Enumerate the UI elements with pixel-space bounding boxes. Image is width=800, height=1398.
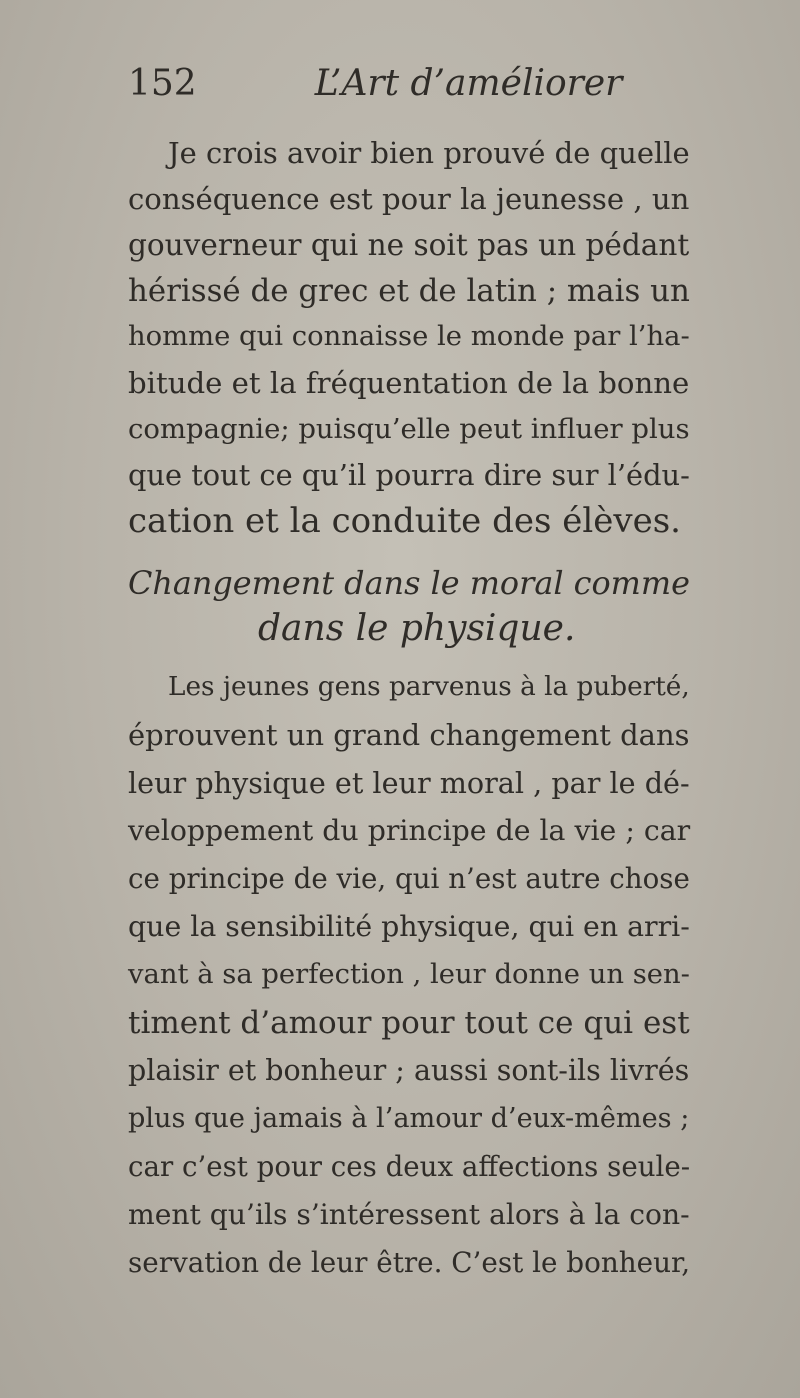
page-header <box>128 62 622 106</box>
text-line: Les jeunes gens parvenus à la puberté, <box>168 672 690 702</box>
section-heading-line-2: dans le physique. <box>258 608 576 649</box>
text-line: timent d’amour pour tout ce qui est <box>128 1005 690 1041</box>
text-line: que la sensibilité physique, qui en arri- <box>128 910 690 943</box>
section-heading-line-1: Changement dans le moral comme <box>128 564 690 602</box>
text-line: plus que jamais à l’amour d’eux-mêmes ; <box>128 1103 690 1134</box>
text-line: servation de leur être. C’est le bonheur, <box>128 1246 691 1279</box>
text-line: plaisir et bonheur ; aussi sont-ils livrés <box>128 1054 690 1087</box>
text-line: Je crois avoir bien prouvé de quelle <box>168 136 690 170</box>
text-line: compagnie; puisqu’elle peut influer plus <box>128 413 690 445</box>
text-line: bitude et la fréquentation de la bonne <box>128 366 690 400</box>
text-line: que tout ce qu’il pourra dire sur l’édu- <box>128 458 690 492</box>
running-title: L’Art d’améliorer <box>314 63 623 104</box>
text-line: ce principe de vie, qui n’est autre chose <box>128 862 690 895</box>
text-line: gouverneur qui ne soit pas un pédant <box>128 228 690 262</box>
text-line: éprouvent un grand changement dans <box>128 718 690 752</box>
text-line: cation et la conduite des élèves. <box>128 501 681 541</box>
text-line: conséquence est pour la jeunesse , un <box>128 182 690 216</box>
text-line: car c’est pour ces deux affections seule- <box>128 1150 691 1183</box>
text-line: homme qui connaisse le monde par l’ha- <box>128 321 690 352</box>
text-line: vant à sa perfection , leur donne un sen- <box>128 959 690 990</box>
text-line: hérissé de grec et de latin ; mais un <box>128 273 690 309</box>
text-line: ment qu’ils s’intéressent alors à la con- <box>128 1198 690 1231</box>
text-line: veloppement du principe de la vie ; car <box>128 814 691 847</box>
text-line: leur physique et leur moral , par le dé- <box>128 766 690 800</box>
page-number: 152 <box>128 63 197 104</box>
